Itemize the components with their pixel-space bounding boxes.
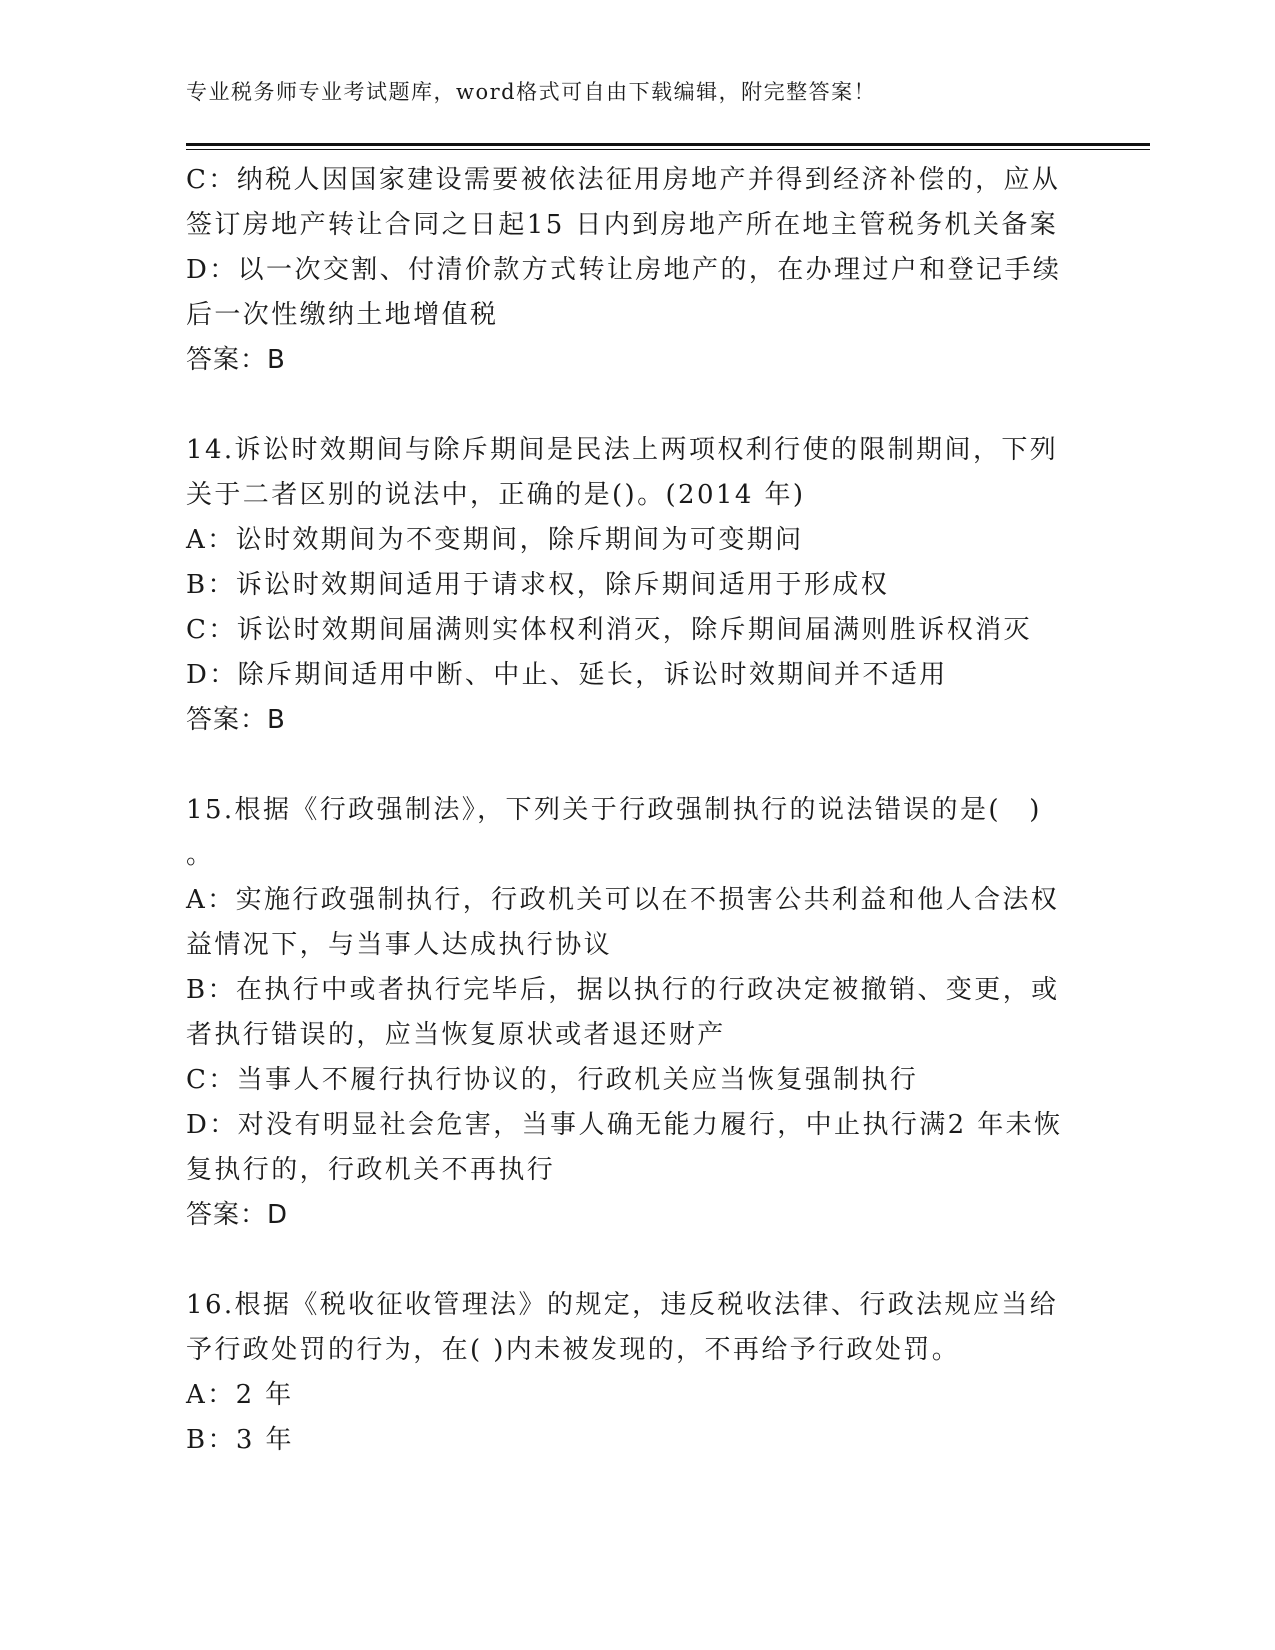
question-stem-line-1: 16.根据《税收征收管理法》的规定，违反税收法律、行政法规应当给 xyxy=(186,1290,1059,1320)
spacer xyxy=(186,743,1086,788)
spacer xyxy=(186,1238,1086,1283)
header-divider xyxy=(186,143,1150,150)
option-d: D：除斥期间适用中断、中止、延长，诉讼时效期间并不适用 xyxy=(186,660,948,690)
question-16 xyxy=(186,1283,1086,1463)
option-d-line-1: D：以一次交割、付清价款方式转让房地产的，在办理过户和登记手续 xyxy=(186,255,1062,285)
option-a: A：2 年 xyxy=(186,1380,294,1410)
option-a-line-2: 益情况下，与当事人达成执行协议 xyxy=(186,930,613,960)
question-14 xyxy=(186,428,1086,743)
option-b-line-2: 者执行错误的，应当恢复原状或者退还财产 xyxy=(186,1020,726,1050)
question-stem-line-2: 予行政处罚的行为，在( )内未被发现的，不再给予行政处罚。 xyxy=(186,1335,961,1365)
document-body xyxy=(186,158,1086,1463)
question-13-tail xyxy=(186,158,1086,383)
question-stem-line-1: 14.诉讼时效期间与除斥期间是民法上两项权利行使的限制期间，下列 xyxy=(186,435,1059,465)
option-d-line-2: 复执行的，行政机关不再执行 xyxy=(186,1155,556,1185)
option-c-line-1: C：纳税人因国家建设需要被依法征用房地产并得到经济补偿的，应从 xyxy=(186,165,1061,195)
answer-label: 答案：B xyxy=(186,705,286,735)
option-b-line-1: B：在执行中或者执行完毕后，据以执行的行政决定被撤销、变更，或 xyxy=(186,975,1060,1005)
option-b: B：3 年 xyxy=(186,1425,294,1455)
option-d-line-1: D：对没有明显社会危害，当事人确无能力履行，中止执行满2 年未恢 xyxy=(186,1110,1063,1140)
option-b: B：诉讼时效期间适用于请求权，除斥期间适用于形成权 xyxy=(186,570,890,600)
option-a-line-1: A：实施行政强制执行，行政机关可以在不损害公共利益和他人合法权 xyxy=(186,885,1060,915)
spacer xyxy=(186,383,1086,428)
option-d-line-2: 后一次性缴纳土地增值税 xyxy=(186,300,499,330)
answer-label: 答案：D xyxy=(186,1200,289,1230)
option-c-line-2: 签订房地产转让合同之日起15 日内到房地产所在地主管税务机关备案 xyxy=(186,210,1059,240)
page-header: 专业税务师专业考试题库，word格式可自由下载编辑，附完整答案！ xyxy=(186,80,877,104)
question-stem-line-2: 关于二者区别的说法中，正确的是()。(2014 年) xyxy=(186,480,806,510)
option-c: C：诉讼时效期间届满则实体权利消灭，除斥期间届满则胜诉权消灭 xyxy=(186,615,1032,645)
option-a: A：讼时效期间为不变期间，除斥期间为可变期问 xyxy=(186,525,804,555)
question-stem-line-2: 。 xyxy=(186,840,215,870)
option-c: C：当事人不履行执行协议的，行政机关应当恢复强制执行 xyxy=(186,1065,919,1095)
question-15 xyxy=(186,788,1086,1238)
answer-label: 答案：B xyxy=(186,345,286,375)
question-stem-line-1: 15.根据《行政强制法》，下列关于行政强制执行的说法错误的是( ) xyxy=(186,795,1042,825)
